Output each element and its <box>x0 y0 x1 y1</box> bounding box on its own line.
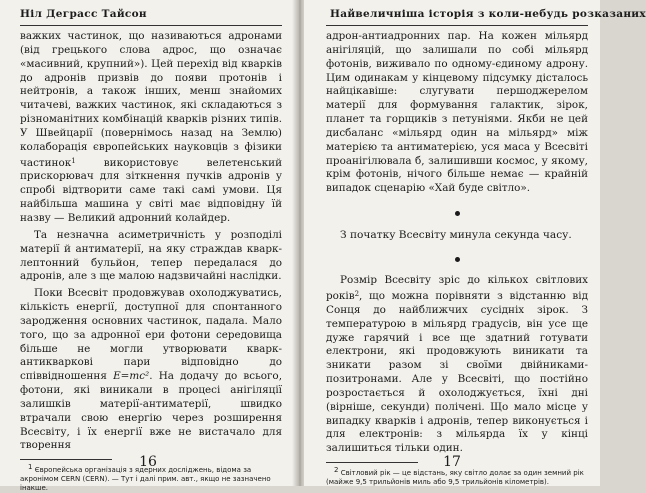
paragraph: адрон-антиадронних пар. На кожен мільярд анігіляцій, що залишали по собі мільярд фотонів, виживало по одному-єдиному адрону. Цим одинакам у кінцевому підсумку дісталось найцікавіше: слугувати першоджерелом матерії для формування галактик, зірок, планет та горщиків з петуніями. Якби не цей дисбаланс «мільярд один на мільярд» між матерією та антиматерією, уся маса у Всесвіті проанігілювала б, залишивши космос, у якому, крім фотонів, нічого більше немає — крайній випадок сценарію «Хай буде світло». <box>326 30 588 195</box>
paragraph-text: використовує велетенський прискорювач для зіткнення пучків адронів у спробі відтворити саме такі самі умови. Ця найбільша машина у світі має відповідну їй назву — Великий адронний колайдер. <box>20 156 282 224</box>
paragraph-text: Розмір Всесвіту зріс до кількох світлових років <box>326 274 588 302</box>
paragraph-text: , що можна порівняти з відстанню від Сонця до найближчих сусідніх зірок. З температурою в мільярд градусів, він усе ще дуже гарячий і все ще здатний готувати електрони, які продовжують виникати та зникати разом зі своїми двійниками-позитронами. Але у Всесвіті, що постійно розростається й охолоджується, їхні дні (вірніше, секунди) полічені. Що мало місце у випадку кварків і адронів, тепер виконується і для електронів: з мільярда їх у кінці залишиться тільки один. <box>326 289 588 455</box>
paragraph <box>20 30 282 226</box>
paragraph-text: Поки Всесвіт продовжував охолоджуватись, кількість енергії, доступної для спонтанного зародження основних частинок, падала. Мало того, що за адронної ери фотони середовища більше не могли утворювати кварк-антикваркові пари відповідно до співвідношення <box>20 287 282 383</box>
footnote-marker: 2 <box>354 289 360 298</box>
paragraph: Та незначна асиметричність у розподілі матерії й антиматерії, на яку страждав кварк-лептонний бульйон, тепер передалася до адронів, але з ще малою надзвичайні наслідки. <box>20 228 282 283</box>
paragraph <box>20 287 282 453</box>
paragraph <box>326 274 588 456</box>
footnote-marker: 2 <box>334 466 339 475</box>
paragraph-text: важких частинок, що називаються адронами (від грецького слова адрос, що означає «масивний, крупний»). Цей перехід від кварків до адронів призвів до появи протонів і нейтронів, а також інших, менш знайомих читачеві, важких частинок, які складаються з різноманітних комбінацій кварків різних типів. У Швейцарії (повернімось назад на Землю) колаборація європейських науковців з фізики частинок <box>20 30 282 169</box>
footnote-text: Європейська організація з ядерних досліджень, відома за акронімом CERN (CERN). — Тут і далі прим. авт., якщо не зазначено інакше. <box>20 466 271 493</box>
page-number: 16 <box>139 454 157 470</box>
left-page-header: Ніл Деграсс Тайсон <box>20 3 282 26</box>
left-page <box>0 0 296 493</box>
left-page-body <box>20 30 282 453</box>
bullet-icon <box>455 257 460 262</box>
page-number: 17 <box>443 454 461 470</box>
bullet-icon <box>455 211 460 216</box>
section-separator <box>326 206 588 220</box>
footnote-marker: 1 <box>71 156 76 165</box>
paragraph-text: . На додачу до всього, фотони, які виникали в процесі анігіляції залишків матерії-антиматерії, швидко втрачали свою енергію через розширення Всесвіту, і їх енергії вже не вистачало для творення <box>20 370 282 452</box>
right-page <box>304 0 646 487</box>
right-page-body-lower <box>326 274 588 456</box>
formula: E=mc² <box>113 370 150 383</box>
interlude-line: З початку Всесвіту минула секунда часу. <box>340 229 572 242</box>
footnote-marker: 1 <box>28 463 33 472</box>
footnote-text: Світловий рік — це відстань, яку світло долає за один земний рік (майже 9,5 трильйонів миль або 9,5 трильйонів кілометрів). <box>326 469 584 487</box>
section-separator <box>326 252 588 266</box>
right-page-header: Найвеличніша історія з коли-небудь розказаних <box>326 3 588 26</box>
right-page-body <box>326 30 588 196</box>
